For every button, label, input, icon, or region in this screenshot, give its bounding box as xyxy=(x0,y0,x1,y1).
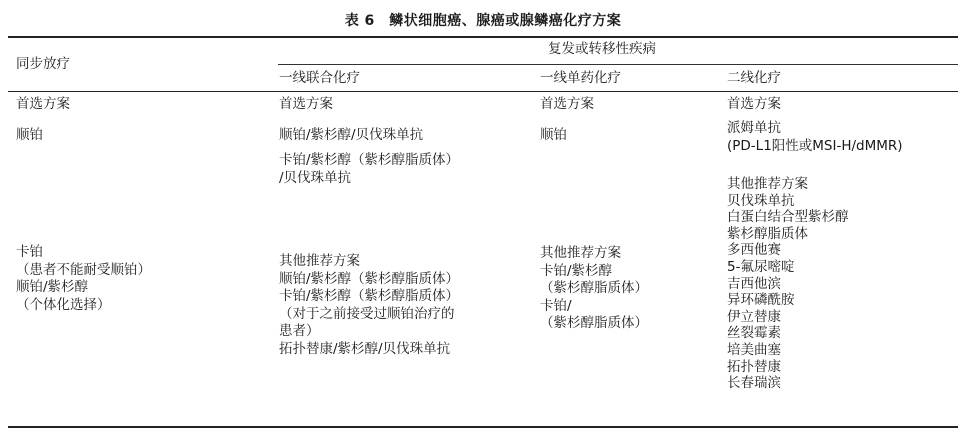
col1-preferred-label: 首选方案 xyxy=(16,96,70,112)
list-item: 培美曲塞 xyxy=(727,341,781,358)
list-item: 拓扑替康/紫杉醇/贝伐珠单抗 xyxy=(279,340,451,357)
list-item: 长春瑞滨 xyxy=(727,375,781,392)
list-item: 顺铂 xyxy=(540,127,567,143)
list-item: 异环磷酰胺 xyxy=(727,292,795,309)
list-item: (PD-L1阳性或MSI-H/dMMR) xyxy=(727,137,903,154)
list-item: （紫杉醇脂质体） xyxy=(540,280,648,296)
list-item: 患者） xyxy=(279,323,320,339)
list-item: 卡铂/ xyxy=(540,297,572,314)
table-bottom-rule xyxy=(8,426,958,428)
col3-preferred-list xyxy=(540,127,567,145)
header-concurrent: 同步放疗 xyxy=(16,56,70,72)
list-item: （紫杉醇脂质体） xyxy=(540,315,648,331)
header-second-line: 二线化疗 xyxy=(727,70,781,86)
col1-other-list xyxy=(16,244,151,314)
list-item: 卡铂 xyxy=(16,244,43,260)
col4-preferred-list xyxy=(727,120,903,155)
list-item: 顺铂/紫杉醇 xyxy=(16,279,89,295)
list-item: （对于之前接受过顺铂治疗的 xyxy=(279,305,455,322)
col4-other-list xyxy=(727,176,849,392)
col2-other-list xyxy=(279,253,459,358)
col2-preferred-label: 首选方案 xyxy=(279,96,333,112)
list-item: 多西他赛 xyxy=(727,242,781,259)
list-item: 卡铂/紫杉醇 xyxy=(540,262,613,279)
list-item: 贝伐珠单抗 xyxy=(727,192,795,209)
list-item: 卡铂/紫杉醇（紫杉醇脂质体） xyxy=(279,288,460,304)
list-item: 伊立替康 xyxy=(727,308,781,325)
list-item: 紫杉醇脂质体 xyxy=(727,225,808,242)
list-item: 拓扑替康 xyxy=(727,358,781,375)
header-bottom-rule xyxy=(8,91,958,92)
col2-preferred-b xyxy=(279,152,459,187)
list-item: （患者不能耐受顺铂） xyxy=(16,261,151,278)
list-item: 其他推荐方案 xyxy=(540,245,621,261)
table-top-rule xyxy=(8,36,958,38)
list-item: 派姆单抗 xyxy=(727,120,781,136)
list-item: 白蛋白结合型紫杉醇 xyxy=(727,209,849,226)
col3-preferred-label: 首选方案 xyxy=(540,96,594,112)
list-item: 5-氟尿嘧啶 xyxy=(727,258,795,275)
list-item: 丝裂霉素 xyxy=(727,325,781,342)
col2-preferred-a: 顺铂/紫杉醇/贝伐珠单抗 xyxy=(279,127,424,143)
list-item: 其他推荐方案 xyxy=(279,253,360,269)
header-sub-rule xyxy=(278,64,958,65)
table-title: 表 6 鳞状细胞癌、腺癌或腺鳞癌化疗方案 xyxy=(344,13,622,29)
list-item: 顺铂/紫杉醇（紫杉醇脂质体） xyxy=(279,270,460,287)
list-item: 顺铂 xyxy=(16,127,43,143)
col1-preferred-list xyxy=(16,127,43,145)
col4-preferred-label: 首选方案 xyxy=(727,96,781,112)
list-item: 卡铂/紫杉醇（紫杉醇脂质体） xyxy=(279,152,460,168)
header-recurrent: 复发或转移性疾病 xyxy=(548,41,656,57)
col3-other-list xyxy=(540,245,648,333)
list-item: /贝伐珠单抗 xyxy=(279,169,352,186)
list-item: 吉西他滨 xyxy=(727,275,781,292)
list-item: （个体化选择） xyxy=(16,296,111,313)
header-first-line-single: 一线单药化疗 xyxy=(540,70,621,86)
header-first-line-combo: 一线联合化疗 xyxy=(279,70,360,86)
list-item: 其他推荐方案 xyxy=(727,176,808,192)
